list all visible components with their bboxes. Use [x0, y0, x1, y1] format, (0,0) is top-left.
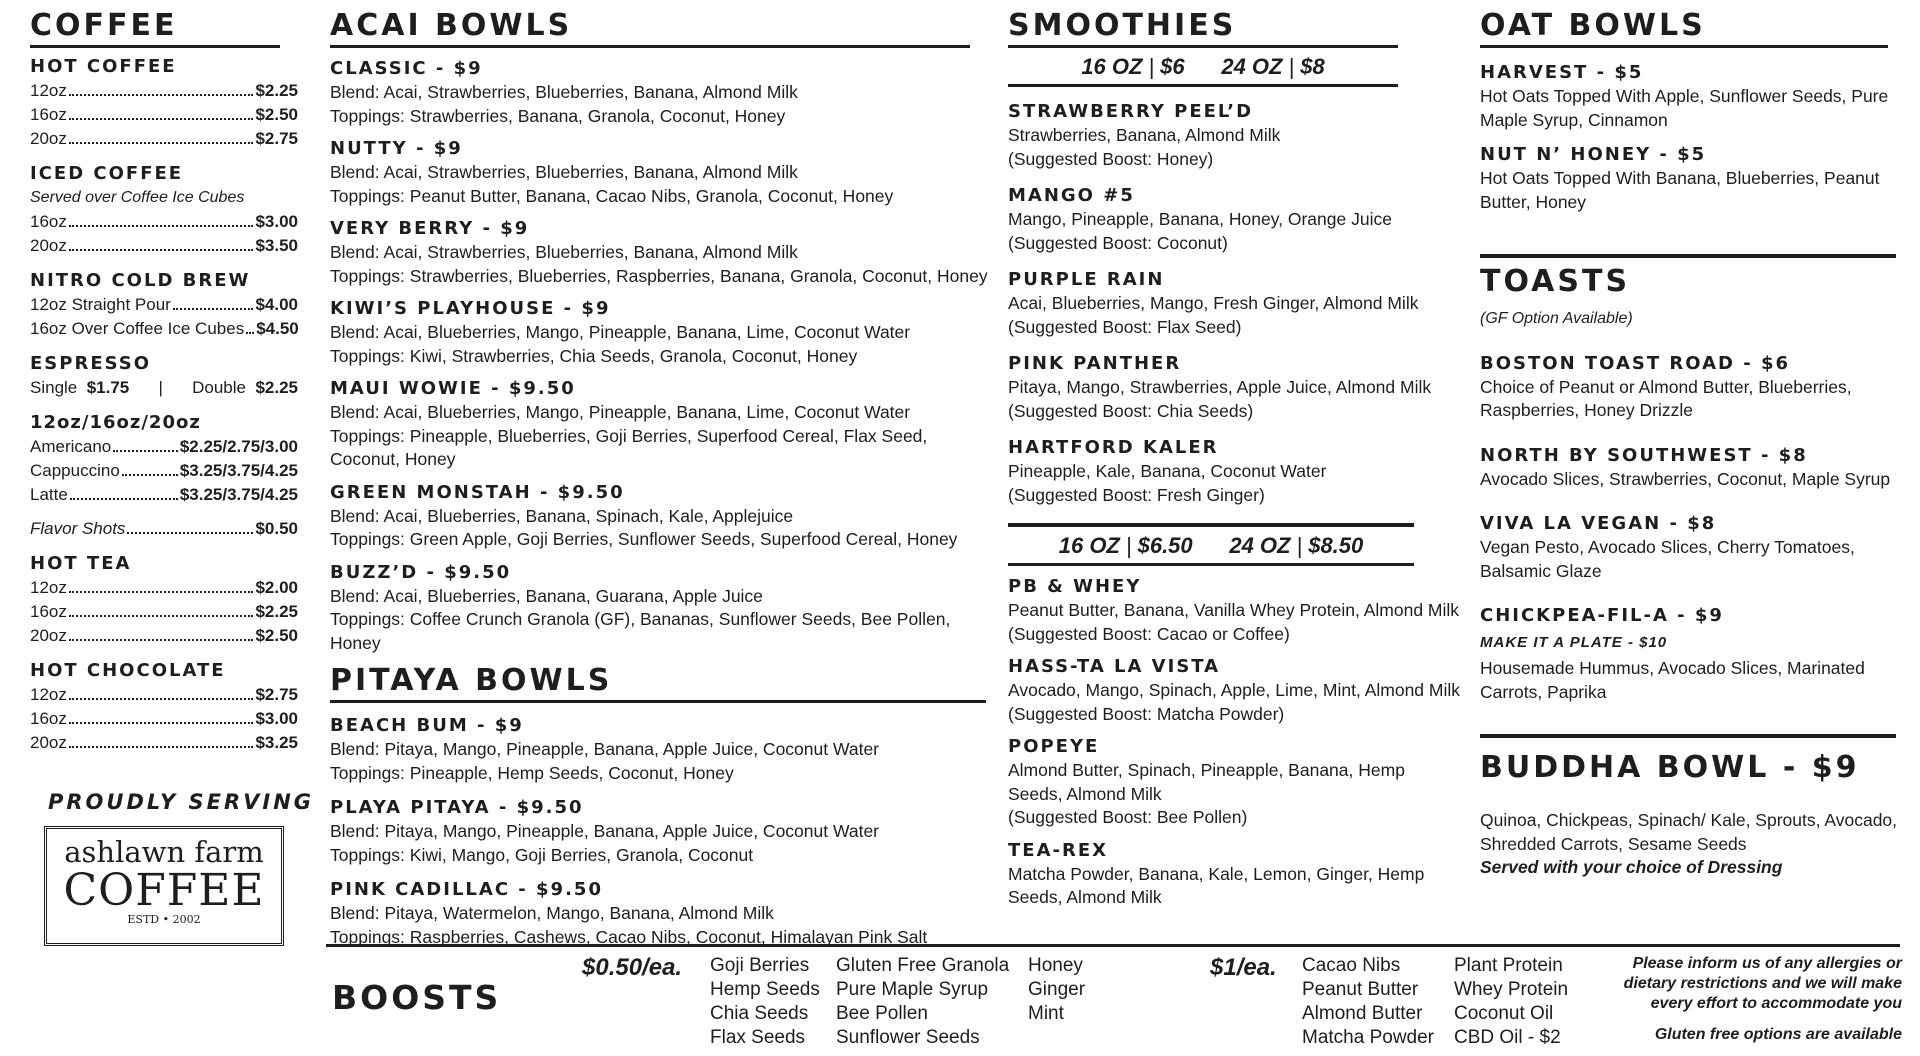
price: $4.50: [256, 318, 299, 338]
dot-leader: [173, 308, 254, 310]
menu-item: [1008, 269, 1460, 339]
size-label: 16oz: [30, 211, 67, 231]
boost-price-050: $0.50/ea.: [582, 954, 683, 981]
menu-item-title: PB & WHEY: [1008, 576, 1142, 597]
nitro-title: NITRO COLD BREW: [30, 269, 251, 291]
menu-item-desc: (Suggested Boost: Flax Seed): [1008, 316, 1242, 337]
dot-leader: [69, 225, 254, 227]
menu-item-title: GREEN MONSTAH - $9.50: [330, 481, 625, 503]
boost-item: Plant Protein: [1454, 955, 1563, 976]
dot-leader: [70, 498, 178, 500]
hot-chocolate-title: HOT CHOCOLATE: [30, 659, 226, 681]
menu-item-desc: Blend: Acai, Blueberries, Banana, Spinach, Kale, Applejuice: [330, 505, 794, 526]
size-label: Americano: [30, 436, 112, 456]
price: $3.00: [255, 211, 298, 231]
menu-item-title: HARVEST - $5: [1480, 62, 1644, 83]
size-label: 16oz: [30, 105, 67, 124]
price: $3.50: [255, 235, 298, 255]
espresso-double-price: $2.25: [255, 377, 298, 397]
price-row: [30, 483, 298, 507]
menu-item: [1008, 353, 1460, 423]
menu-item: [330, 879, 992, 949]
price: $2.50: [255, 105, 298, 124]
price-row: [30, 210, 298, 234]
boost-item: Sunflower Seeds: [836, 1027, 980, 1048]
menu-item-desc: Toppings: Kiwi, Strawberries, Chia Seeds, Granola, Coconut, Honey: [330, 345, 858, 366]
smoothie-sizes-2: 16 OZ | $6.50 24 OZ | $8.50: [1008, 527, 1414, 566]
dot-leader: [69, 746, 254, 748]
oat-title: OAT BOWLS: [1480, 0, 1888, 48]
menu-item-desc: Blend: Acai, Blueberries, Banana, Guarana, Apple Juice: [330, 585, 763, 606]
size-label: 20oz: [30, 129, 67, 148]
size-label: 12oz: [30, 684, 67, 704]
menu-item-title: PINK PANTHER: [1008, 353, 1182, 374]
flavor-label: Flavor Shots: [30, 518, 126, 538]
chickpea-desc: Housemade Hummus, Avocado Slices, Marinated Carrots, Paprika: [1480, 658, 1865, 702]
boosts-divider: [326, 944, 1900, 947]
boost-item: Almond Butter: [1302, 1003, 1423, 1024]
right-column: [1480, 0, 1900, 880]
buddha-note: Served with your choice of Dressing: [1480, 857, 1783, 877]
boost-price-1: $1/ea.: [1210, 954, 1277, 981]
dot-leader: [246, 332, 254, 334]
dot-leader: [69, 698, 254, 700]
size-16oz-price: $6: [1160, 54, 1185, 79]
menu-item-desc: Strawberries, Banana, Almond Milk: [1008, 125, 1281, 145]
menu-item-desc: Hot Oats Topped With Banana, Blueberries, Peanut Butter, Honey: [1480, 168, 1880, 212]
menu-item-title: BEACH BUM - $9: [330, 715, 524, 736]
menu-item-title: VIVA LA VEGAN - $8: [1480, 513, 1717, 534]
menu-item-title: NUT N’ HONEY - $5: [1480, 144, 1707, 165]
price-row: [30, 683, 298, 707]
menu-item-desc: Peanut Butter, Banana, Vanilla Whey Protein, Almond Milk: [1008, 600, 1460, 620]
menu-item-desc: Toppings: Pineapple, Blueberries, Goji Berries, Superfood Cereal, Flax Seed, Coconut, Honey: [330, 425, 928, 469]
menu-item: [1480, 353, 1900, 423]
menu-item-desc: Avocado, Mango, Spinach, Apple, Lime, Mint, Almond Milk: [1008, 680, 1461, 700]
oat-list: [1480, 62, 1900, 214]
price-row: [30, 459, 298, 483]
price-row: [30, 707, 298, 731]
chickpea-title: CHICKPEA-FIL-A - $9: [1480, 605, 1724, 626]
menu-item-title: TEA-REX: [1008, 839, 1109, 861]
price: $4.00: [255, 294, 298, 314]
boost-item: Goji Berries: [710, 955, 810, 976]
pitaya-title: PITAYA BOWLS: [330, 659, 986, 703]
price: $3.00: [255, 708, 298, 728]
menu-item-desc: Toppings: Strawberries, Banana, Granola, Coconut, Honey: [330, 105, 786, 126]
size-16oz: 16 OZ: [1081, 54, 1143, 79]
menu-item: [330, 138, 992, 208]
acai-title: ACAI BOWLS: [330, 0, 970, 48]
menu-item-desc: (Suggested Boost: Coconut): [1008, 232, 1228, 253]
boost-item: Matcha Powder: [1302, 1027, 1435, 1048]
menu-item: [1008, 840, 1460, 910]
menu-item-title: NUTTY - $9: [330, 138, 463, 159]
menu-item-desc: Blend: Pitaya, Mango, Pineapple, Banana, Apple Juice, Coconut Water: [330, 821, 880, 841]
espresso-divider: |: [158, 377, 163, 397]
buddha-title: BUDDHA BOWL - $9: [1480, 750, 1860, 785]
dot-leader: [69, 591, 254, 593]
menu-item-title: KIWI’S PLAYHOUSE - $9: [330, 298, 611, 319]
toasts-note: (GF Option Available): [1480, 310, 1633, 327]
menu-item: [1008, 437, 1460, 507]
espresso-single-label: Single: [30, 377, 78, 397]
boost-item: Ginger: [1028, 979, 1086, 1000]
buddha-desc: Quinoa, Chickpeas, Spinach/ Kale, Sprouts, Avocado, Shredded Carrots, Sesame Seeds: [1480, 810, 1898, 854]
menu-item-desc: Toppings: Coffee Crunch Granola (GF), Bananas, Sunflower Seeds, Bee Pollen, Honey: [330, 609, 951, 653]
menu-item: [330, 797, 992, 867]
boost-list-5: [1454, 954, 1568, 1050]
price-row: [30, 731, 298, 755]
size-label: 12oz: [30, 81, 67, 100]
pitaya-list: [330, 715, 992, 949]
menu-item-title: MAUI WOWIE - $9.50: [330, 378, 576, 399]
boost-item: Gluten Free Granola: [836, 955, 1010, 976]
menu-item-desc: Acai, Blueberries, Mango, Fresh Ginger, Almond Milk: [1008, 293, 1419, 313]
dot-leader: [69, 615, 254, 617]
smoothie-list-2: [1008, 576, 1460, 910]
menu-item: [1008, 576, 1460, 646]
size-label: 12oz: [30, 577, 67, 597]
price: $2.75: [255, 129, 298, 148]
menu-item-desc: Avocado Slices, Strawberries, Coconut, Maple Syrup: [1480, 468, 1891, 489]
menu-item-title: BOSTON TOAST ROAD - $6: [1480, 352, 1791, 374]
size-label: 20oz: [30, 235, 67, 255]
size-label: 16oz: [30, 708, 67, 728]
menu-item-title: HASS-TA LA VISTA: [1008, 656, 1221, 677]
menu-item-desc: Matcha Powder, Banana, Kale, Lemon, Ginger, Hemp Seeds, Almond Milk: [1008, 863, 1425, 907]
price-row: [30, 317, 298, 341]
menu-item-desc: Blend: Acai, Blueberries, Mango, Pineapple, Banana, Lime, Coconut Water: [330, 402, 911, 422]
menu-item-desc: (Suggested Boost: Bee Pollen): [1008, 807, 1248, 827]
price: $2.25/2.75/3.00: [179, 436, 298, 456]
boost-item: Cacao Nibs: [1302, 955, 1401, 976]
menu-item-desc: Blend: Acai, Strawberries, Blueberries, Banana, Almond Milk: [330, 82, 798, 102]
proudly-serving: PROUDLY SERVING: [48, 790, 315, 814]
boost-item: Flax Seeds: [710, 1027, 806, 1048]
dot-leader: [69, 142, 254, 144]
boost-list-3: [1028, 954, 1085, 1026]
hot-tea-list: [30, 576, 298, 648]
gluten-free-notice: Gluten free options are available: [1654, 1026, 1902, 1043]
menu-item-desc: Almond Butter, Spinach, Pineapple, Banana, Hemp Seeds, Almond Milk: [1008, 760, 1405, 804]
price-row: [30, 234, 298, 258]
price-row: [30, 293, 298, 317]
menu-item-desc: (Suggested Boost: Fresh Ginger): [1008, 484, 1265, 505]
menu-item-title: BUZZ’D - $9.50: [330, 561, 512, 583]
price-row: [30, 624, 298, 648]
menu-item-title: VERY BERRY - $9: [330, 218, 530, 239]
boosts-title: BOOSTS: [332, 978, 502, 1017]
price: $3.25: [255, 732, 298, 752]
flavor-price: $0.50: [255, 518, 298, 538]
menu-item-desc: Choice of Peanut or Almond Butter, Blueberries, Raspberries, Honey Drizzle: [1480, 376, 1852, 420]
espresso-single-price: $1.75: [86, 377, 130, 397]
menu-item-desc: Toppings: Pineapple, Hemp Seeds, Coconut, Honey: [330, 762, 734, 783]
menu-item-desc: Toppings: Strawberries, Blueberries, Raspberries, Banana, Granola, Coconut, Honey: [330, 265, 988, 286]
menu-item: [1480, 62, 1900, 132]
price: $2.00: [255, 577, 298, 597]
price: $3.25/3.75/4.25: [179, 484, 298, 504]
menu-item-desc: Toppings: Peanut Butter, Banana, Cacao Nibs, Granola, Coconut, Honey: [330, 185, 894, 206]
smoothie-sizes-1: 16 OZ | $6 24 OZ | $8: [1008, 48, 1398, 87]
boost-item: Mint: [1028, 1003, 1064, 1024]
menu-item-desc: Blend: Pitaya, Watermelon, Mango, Banana, Almond Milk: [330, 903, 774, 923]
boost-list-1: [710, 954, 820, 1050]
size-24oz: 24 OZ: [1221, 54, 1283, 79]
menu-item: [1480, 445, 1900, 492]
menu-item-desc: Toppings: Raspberries, Cashews, Cacao Nibs, Coconut, Himalayan Pink Salt: [330, 926, 928, 947]
hot-coffee-list: [30, 79, 298, 151]
toast-list: [1480, 353, 1900, 584]
menu-item-desc: Hot Oats Topped With Apple, Sunflower Seeds, Pure Maple Syrup, Cinnamon: [1480, 86, 1889, 130]
size-16oz-price: $6.50: [1137, 533, 1193, 558]
menu-item-desc: Blend: Acai, Strawberries, Blueberries, Banana, Almond Milk: [330, 242, 798, 262]
boost-list-2: [836, 954, 1009, 1050]
espresso-double-label: Double: [192, 377, 246, 397]
menu-item-desc: Toppings: Kiwi, Mango, Goji Berries, Granola, Coconut: [330, 844, 754, 865]
menu-item: [330, 715, 992, 785]
menu-item: [1008, 101, 1460, 171]
size-label: Latte: [30, 484, 68, 504]
menu-item-desc: Vegan Pesto, Avocado Slices, Cherry Tomatoes, Balsamic Glaze: [1480, 537, 1855, 581]
menu-item-title: HARTFORD KALER: [1008, 437, 1219, 458]
dot-leader: [127, 532, 253, 534]
logo-line1: ashlawn farm: [64, 835, 264, 869]
ashlawn-farm-coffee-logo: [44, 826, 284, 946]
menu-item-desc: Pitaya, Mango, Strawberries, Apple Juice, Almond Milk: [1008, 377, 1432, 397]
smoothie-list-1: [1008, 101, 1460, 507]
iced-coffee-list: [30, 210, 298, 258]
price-row: [30, 103, 298, 127]
acai-column: [330, 0, 992, 949]
coffee-title: COFFEE: [30, 0, 280, 48]
dot-leader: [69, 94, 254, 96]
menu-item-title: PURPLE RAIN: [1008, 269, 1165, 290]
plate-upgrade: MAKE IT A PLATE - $10: [1480, 634, 1668, 651]
dot-leader: [122, 474, 178, 476]
price-row: [30, 79, 298, 103]
price: $2.75: [255, 684, 298, 704]
coffee-column: [30, 0, 298, 755]
menu-item: [330, 218, 992, 288]
price: $2.50: [255, 625, 298, 645]
menu-item-title: POPEYE: [1008, 736, 1100, 757]
menu-item: [330, 298, 992, 368]
price-row: [30, 435, 298, 459]
menu-item: [1008, 656, 1460, 726]
dot-leader: [69, 639, 254, 641]
boost-list-4: [1302, 954, 1434, 1050]
iced-coffee-title: ICED COFFEE: [30, 163, 184, 184]
boost-item: Honey: [1028, 955, 1083, 976]
boost-item: Hemp Seeds: [710, 979, 820, 1000]
logo-line3: ESTD • 2002: [127, 913, 201, 926]
menu-item-desc: Blend: Acai, Strawberries, Blueberries, Banana, Almond Milk: [330, 162, 798, 182]
size-label: 12oz Straight Pour: [30, 294, 171, 314]
size-24oz: 24 OZ: [1229, 533, 1291, 558]
nitro-list: [30, 293, 298, 341]
size-label: 20oz: [30, 625, 67, 645]
menu-item: [1480, 144, 1900, 214]
dot-leader: [69, 118, 254, 120]
price: $2.25: [255, 81, 298, 100]
boost-item: Peanut Butter: [1302, 979, 1419, 1000]
menu-item-desc: (Suggested Boost: Matcha Powder): [1008, 703, 1285, 724]
iced-coffee-note: Served over Coffee Ice Cubes: [30, 189, 245, 206]
size-label: Cappuccino: [30, 460, 120, 480]
menu-item-title: STRAWBERRY PEEL’D: [1008, 101, 1254, 122]
dot-leader: [113, 450, 178, 452]
size-24oz-price: $8.50: [1308, 533, 1364, 558]
menu-item-desc: Blend: Pitaya, Mango, Pineapple, Banana, Apple Juice, Coconut Water: [330, 739, 880, 759]
size-label: 20oz: [30, 732, 67, 752]
boost-item: CBD Oil - $2: [1454, 1027, 1561, 1048]
menu-item: [330, 482, 992, 552]
acai-list: [330, 58, 992, 655]
boost-item: Coconut Oil: [1454, 1003, 1554, 1024]
menu-item-desc: (Suggested Boost: Cacao or Coffee): [1008, 623, 1290, 644]
menu-item-desc: Mango, Pineapple, Banana, Honey, Orange Juice: [1008, 209, 1392, 229]
menu-item-desc: (Suggested Boost: Honey): [1008, 148, 1214, 169]
menu-item-title: PINK CADILLAC - $9.50: [330, 879, 603, 900]
dot-leader: [69, 249, 254, 251]
price-row: [30, 576, 298, 600]
smoothies-column: [1008, 0, 1460, 910]
logo-line2: COFFEE: [63, 865, 265, 916]
menu-item: [1008, 185, 1460, 255]
menu-item-desc: (Suggested Boost: Chia Seeds): [1008, 400, 1254, 421]
dot-leader: [69, 722, 254, 724]
size-label: 16oz Over Coffee Ice Cubes: [30, 318, 245, 338]
boost-item: Bee Pollen: [836, 1003, 928, 1024]
menu-item: [1480, 513, 1900, 583]
menu-item-desc: Pineapple, Kale, Banana, Coconut Water: [1008, 461, 1327, 481]
menu-item-title: PLAYA PITAYA - $9.50: [330, 797, 584, 818]
allergy-notice: Please inform us of any allergies or dietary restrictions and we will make every effort to accommodate you: [1623, 955, 1902, 1012]
size-label: 16oz: [30, 601, 67, 621]
flavor-row: [30, 517, 298, 541]
price-row: [30, 600, 298, 624]
espresso-drinks-list: [30, 435, 298, 507]
size-24oz-price: $8: [1300, 54, 1325, 79]
espresso-drinks-title: 12oz/16oz/20oz: [30, 411, 201, 433]
espresso-title: ESPRESSO: [30, 352, 152, 374]
boost-item: Pure Maple Syrup: [836, 979, 989, 1000]
menu-item-title: CLASSIC - $9: [330, 58, 483, 79]
menu-item: [1008, 736, 1460, 830]
price: $3.25/3.75/4.25: [179, 460, 298, 480]
hot-tea-title: HOT TEA: [30, 552, 132, 574]
smoothies-title: SMOOTHIES: [1008, 0, 1398, 48]
price: $2.25: [255, 601, 298, 621]
menu-item: [330, 562, 992, 656]
menu-item: [330, 58, 992, 128]
menu-item-desc: Toppings: Green Apple, Goji Berries, Sunflower Seeds, Superfood Cereal, Honey: [330, 529, 958, 549]
size-16oz: 16 OZ: [1058, 533, 1120, 558]
menu-item: [330, 378, 992, 472]
toasts-title: TOASTS: [1480, 264, 1631, 299]
menu-item-title: NORTH BY SOUTHWEST - $8: [1480, 444, 1808, 466]
menu-item-desc: Blend: Acai, Blueberries, Mango, Pineapple, Banana, Lime, Coconut Water: [330, 322, 911, 342]
boost-item: Whey Protein: [1454, 979, 1569, 1000]
boost-item: Chia Seeds: [710, 1003, 809, 1024]
hot-coffee-title: HOT COFFEE: [30, 56, 177, 77]
espresso-row: [30, 376, 298, 400]
hot-chocolate-list: [30, 683, 298, 755]
menu-item-title: MANGO #5: [1008, 185, 1135, 206]
price-row: [30, 127, 298, 151]
